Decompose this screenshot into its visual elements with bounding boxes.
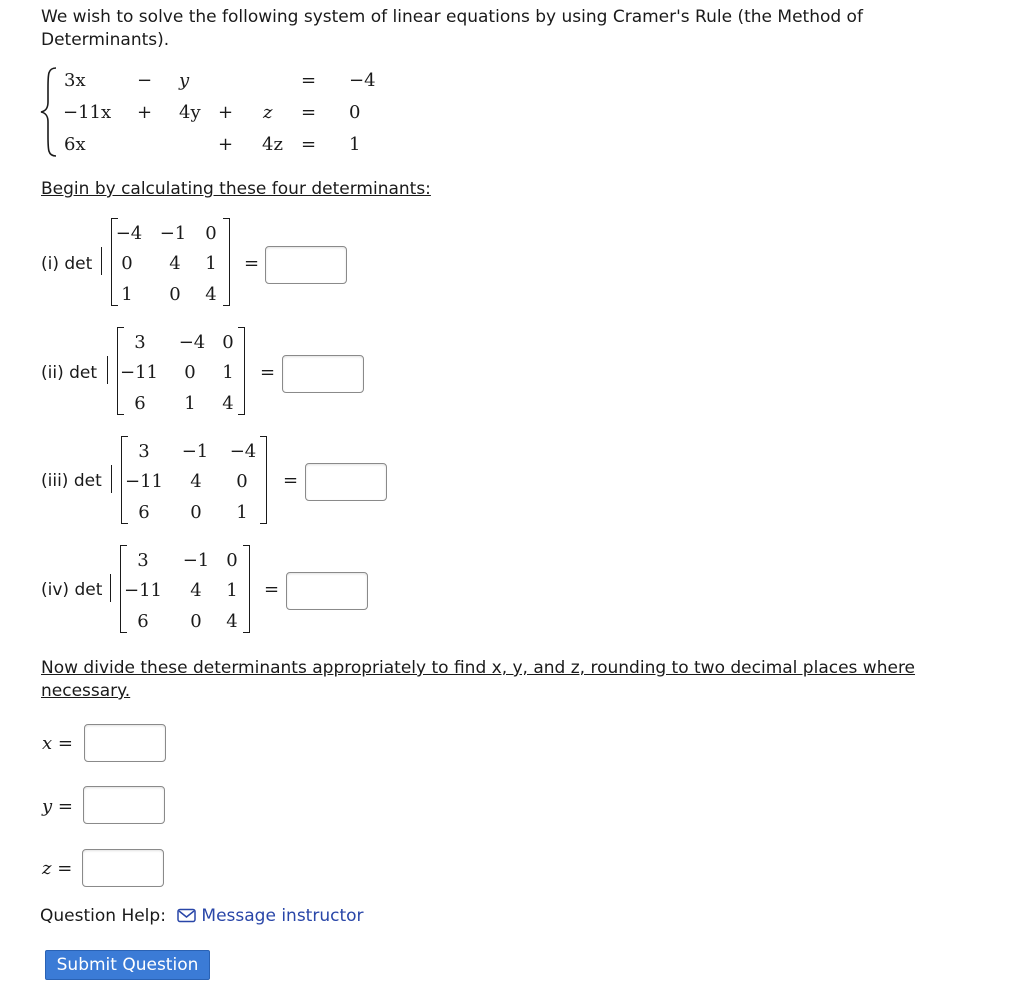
matrix-cell: 0 (169, 284, 181, 305)
det-2-answer-input[interactable] (282, 355, 364, 393)
matrix-cell: 3 (138, 441, 150, 462)
matrix-cell: 0 (236, 471, 248, 492)
matrix-cell: 1 (222, 362, 234, 383)
matrix-cell: 3 (134, 332, 146, 353)
matrix-cell: 4 (222, 393, 234, 414)
divide-instruction-line-2: necessary. (41, 681, 131, 701)
eq2-op1: + (137, 102, 153, 123)
begin-instruction: Begin by calculating these four determinants: (41, 179, 431, 199)
matrix-cell: −4 (115, 223, 143, 244)
matrix-cell: 1 (226, 580, 238, 601)
det-3-label: (iii) det (41, 471, 102, 491)
eq2-x-term: −11x (63, 102, 112, 123)
z-answer-input[interactable] (82, 849, 164, 887)
message-instructor-link[interactable] (177, 905, 364, 928)
det-1-equals: = (244, 253, 260, 274)
matrix-cell: 6 (137, 611, 149, 632)
det-2-bar (107, 356, 108, 384)
envelope-icon (177, 908, 196, 923)
x-answer-input[interactable] (84, 724, 166, 762)
matrix-cell: 4 (205, 284, 217, 305)
det-4-answer-input[interactable] (286, 572, 368, 610)
eq3-rhs: 1 (349, 134, 361, 155)
eq2-y-term: 4y (179, 102, 201, 123)
eq2-rhs: 0 (349, 102, 361, 123)
eq2-z-term: z (263, 102, 273, 123)
matrix-cell: 0 (222, 332, 234, 353)
y-label: y = (42, 796, 73, 817)
matrix-cell: −1 (159, 223, 187, 244)
eq1-op1: − (137, 70, 153, 91)
message-instructor-text[interactable]: Message instructor (201, 906, 364, 926)
det-2-label: (ii) det (41, 363, 98, 383)
det-4-bar (110, 574, 111, 602)
matrix-cell: 0 (190, 611, 202, 632)
submit-question-button[interactable]: Submit Question (45, 950, 210, 980)
matrix-cell: 4 (190, 580, 202, 601)
eq3-z-term: 4z (262, 134, 283, 155)
matrix-cell: 1 (121, 284, 133, 305)
matrix-cell: 0 (190, 502, 202, 523)
y-answer-input[interactable] (83, 786, 165, 824)
z-label: z = (42, 858, 73, 879)
eq1-x-term: 3x (64, 70, 86, 91)
matrix-cell: 4 (169, 253, 181, 274)
matrix-cell: 1 (205, 253, 217, 274)
eq3-x-term: 6x (64, 134, 86, 155)
eq1-rhs: −4 (349, 70, 376, 91)
matrix-cell: −4 (178, 332, 206, 353)
system-brace (38, 66, 60, 158)
det-3-bar (111, 465, 112, 493)
det-4-label: (iv) det (41, 580, 103, 600)
matrix-cell: 4 (226, 611, 238, 632)
matrix-cell: −1 (182, 550, 210, 571)
det-2-equals: = (260, 362, 276, 383)
divide-instruction-line-1: Now divide these determinants appropriately to find x, y, and z, rounding to two decimal places where (41, 658, 916, 678)
intro-line-1: We wish to solve the following system of linear equations by using Cramer's Rule (the Method of (41, 7, 863, 27)
x-label: x = (42, 733, 73, 754)
det-1-label: (i) det (41, 254, 93, 274)
matrix-cell: 3 (137, 550, 149, 571)
eq2-equals: = (301, 102, 317, 123)
eq3-equals: = (301, 134, 317, 155)
eq2-op2: + (218, 102, 234, 123)
matrix-cell: 4 (190, 471, 202, 492)
matrix-cell: −4 (229, 441, 257, 462)
eq1-y-term: y (179, 70, 190, 91)
matrix-cell: 0 (121, 253, 133, 274)
det-3-answer-input[interactable] (305, 463, 387, 501)
matrix-cell: 6 (134, 393, 146, 414)
eq3-op1: + (218, 134, 234, 155)
det-4-equals: = (264, 579, 280, 600)
matrix-cell: 0 (226, 550, 238, 571)
matrix-cell: −11 (120, 362, 158, 383)
matrix-cell: 0 (184, 362, 196, 383)
intro-line-2: Determinants). (41, 30, 170, 50)
eq1-equals: = (301, 70, 317, 91)
matrix-cell: 1 (236, 502, 248, 523)
matrix-cell: 1 (184, 393, 196, 414)
matrix-cell: 0 (205, 223, 217, 244)
matrix-cell: −11 (125, 471, 163, 492)
matrix-cell: −1 (181, 441, 209, 462)
question-help-label: Question Help: (40, 906, 166, 926)
matrix-cell: −11 (124, 580, 162, 601)
matrix-cell: 6 (138, 502, 150, 523)
det-1-answer-input[interactable] (265, 246, 347, 284)
det-3-equals: = (283, 470, 299, 491)
